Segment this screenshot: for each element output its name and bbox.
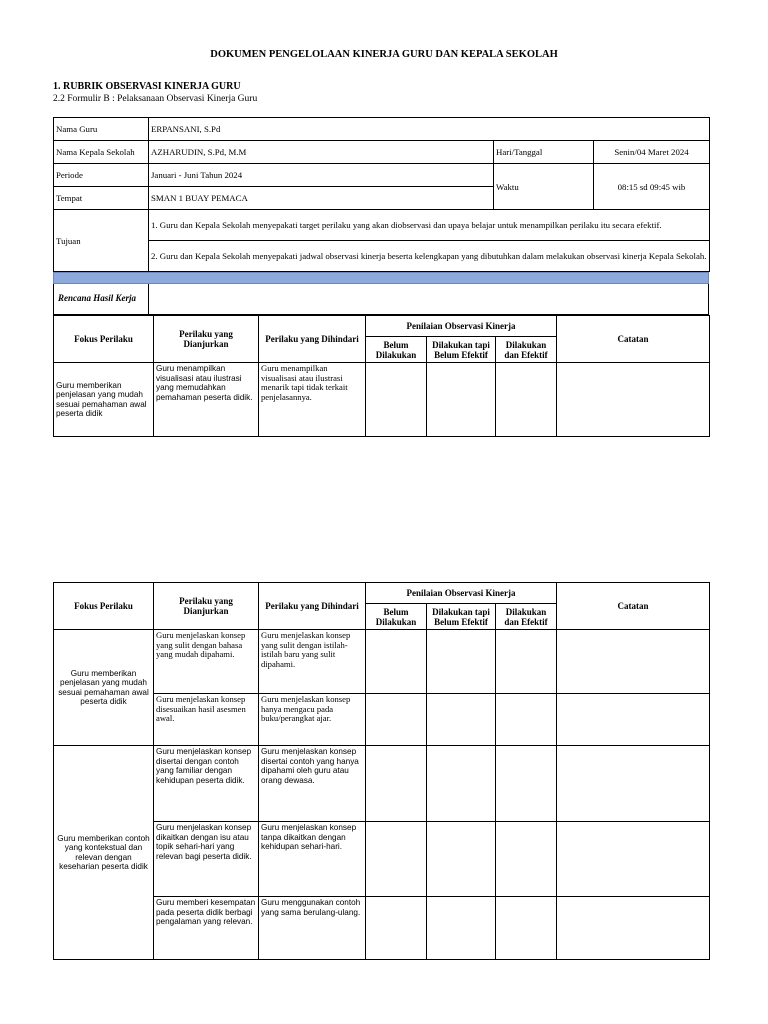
fokus-cell-a: Guru memberikan penjelasan yang mudah sesuai pemahaman awal peserta didik <box>54 630 154 746</box>
hari-value: Senin/04 Maret 2024 <box>594 141 710 164</box>
header-tapi: Dilakukan tapi Belum Efektif <box>427 604 496 630</box>
plan-header-box <box>53 284 709 315</box>
header-dihindari: Perilaku yang Dihindari <box>259 316 366 363</box>
dianjurkan-cell: Guru menampilkan visualisasi atau ilustrasi yang memudahkan pemahaman peserta didik. <box>154 363 259 437</box>
header-catatan: Catatan <box>557 583 710 630</box>
dianjurkan-cell: Guru menjelaskan konsep disertai dengan contoh yang familiar dengan kehidupan peserta didik. <box>154 746 259 822</box>
subsection-heading: 2.2 Formulir B : Pelaksanaan Observasi Kinerja Guru <box>53 94 258 104</box>
header-dihindari: Perilaku yang Dihindari <box>259 583 366 630</box>
tempat-value: SMAN 1 BUAY PEMACA <box>149 187 494 210</box>
rating-belum-cell[interactable] <box>366 363 427 437</box>
header-efektif: Dilakukan dan Efektif <box>496 604 557 630</box>
dihindari-cell: Guru menjelaskan konsep disertai contoh yang hanya dipahami oleh guru atau orang dewasa. <box>259 746 366 822</box>
rating-efektif-cell[interactable] <box>496 363 557 437</box>
rating-tapi-cell[interactable] <box>427 822 496 897</box>
nama-guru-label: Nama Guru <box>54 118 149 141</box>
rating-tapi-cell[interactable] <box>427 363 496 437</box>
dianjurkan-cell: Guru menjelaskan konsep dikaitkan dengan isu atau topik sehari-hari yang relevan bagi peserta didik. <box>154 822 259 897</box>
tujuan-label: Tujuan <box>54 210 149 272</box>
document-title: DOKUMEN PENGELOLAAN KINERJA GURU DAN KEPALA SEKOLAH <box>210 49 558 60</box>
header-dianjurkan: Perilaku yang Dianjurkan <box>154 583 259 630</box>
header-belum: Belum Dilakukan <box>366 604 427 630</box>
rating-efektif-cell[interactable] <box>496 746 557 822</box>
periode-value: Januari - Juni Tahun 2024 <box>149 164 494 187</box>
catatan-cell[interactable] <box>557 746 710 822</box>
rating-tapi-cell[interactable] <box>427 897 496 960</box>
catatan-cell[interactable] <box>557 630 710 694</box>
rating-tapi-cell[interactable] <box>427 746 496 822</box>
hari-label: Hari/Tanggal <box>494 141 594 164</box>
rating-belum-cell[interactable] <box>366 822 427 897</box>
dianjurkan-cell: Guru menjelaskan konsep yang sulit dengan bahasa yang mudah dipahami. <box>154 630 259 694</box>
catatan-cell[interactable] <box>557 822 710 897</box>
rating-efektif-cell[interactable] <box>496 694 557 746</box>
header-penilaian: Penilaian Observasi Kinerja <box>366 316 557 337</box>
dihindari-cell: Guru menjelaskan konsep yang sulit dengan istilah-istilah baru yang sulit dipahami. <box>259 630 366 694</box>
rating-belum-cell[interactable] <box>366 630 427 694</box>
header-penilaian: Penilaian Observasi Kinerja <box>366 583 557 604</box>
rating-efektif-cell[interactable] <box>496 897 557 960</box>
catatan-cell[interactable] <box>557 897 710 960</box>
periode-label: Periode <box>54 164 149 187</box>
observation-table-1 <box>53 315 710 437</box>
dianjurkan-cell: Guru menjelaskan konsep disesuaikan hasil asesmen awal. <box>154 694 259 746</box>
catatan-cell[interactable] <box>557 694 710 746</box>
dianjurkan-cell: Guru memberi kesempatan pada peserta didik berbagi pengalaman yang relevan. <box>154 897 259 960</box>
tujuan-item-2: 2. Guru dan Kepala Sekolah menyepakati jadwal observasi kinerja beserta kelengkapan yang dibutuhkan dalam melakukan observasi kinerja Kepala Sekolah. <box>149 241 710 272</box>
kepsek-label: Nama Kepala Sekolah <box>54 141 149 164</box>
rating-efektif-cell[interactable] <box>496 630 557 694</box>
plan-label: Rencana Hasil Kerja <box>58 293 137 303</box>
rating-belum-cell[interactable] <box>366 694 427 746</box>
header-catatan: Catatan <box>557 316 710 363</box>
dihindari-cell: Guru menampilkan visualisasi atau ilustrasi menarik tapi tidak terkait penjelasannya. <box>259 363 366 437</box>
kepsek-value: AZHARUDIN, S.Pd, M.M <box>149 141 494 164</box>
header-tapi: Dilakukan tapi Belum Efektif <box>427 337 496 363</box>
waktu-label: Waktu <box>494 164 594 210</box>
header-dianjurkan: Perilaku yang Dianjurkan <box>154 316 259 363</box>
dihindari-cell: Guru menjelaskan konsep hanya mengacu pada buku/perangkat ajar. <box>259 694 366 746</box>
fokus-cell: Guru memberikan penjelasan yang mudah sesuai pemahaman awal peserta didik <box>54 363 154 437</box>
header-fokus: Fokus Perilaku <box>54 583 154 630</box>
rating-efektif-cell[interactable] <box>496 822 557 897</box>
tempat-label: Tempat <box>54 187 149 210</box>
section-divider-bar <box>53 272 709 284</box>
rating-belum-cell[interactable] <box>366 897 427 960</box>
fokus-cell-b: Guru memberikan contoh yang kontekstual dan relevan dengan keseharian peserta didik <box>54 746 154 960</box>
rating-tapi-cell[interactable] <box>427 630 496 694</box>
dihindari-cell: Guru menggunakan contoh yang sama berulang-ulang. <box>259 897 366 960</box>
dihindari-cell: Guru menjelaskan konsep tanpa dikaitkan dengan kehidupan sehari-hari. <box>259 822 366 897</box>
header-belum: Belum Dilakukan <box>366 337 427 363</box>
info-table <box>53 117 710 272</box>
waktu-value: 08:15 sd 09:45 wib <box>594 164 710 210</box>
catatan-cell[interactable] <box>557 363 710 437</box>
header-efektif: Dilakukan dan Efektif <box>496 337 557 363</box>
rating-belum-cell[interactable] <box>366 746 427 822</box>
plan-header-divider <box>148 284 149 315</box>
tujuan-item-1: 1. Guru dan Kepala Sekolah menyepakati target perilaku yang akan diobservasi dan upaya belajar untuk menampilkan perilaku itu secara efektif. <box>149 210 710 241</box>
observation-table-2 <box>53 582 710 960</box>
rating-tapi-cell[interactable] <box>427 694 496 746</box>
header-fokus: Fokus Perilaku <box>54 316 154 363</box>
section-heading: 1. RUBRIK OBSERVASI KINERJA GURU <box>53 81 241 92</box>
nama-guru-value: ERPANSANI, S.Pd <box>149 118 710 141</box>
